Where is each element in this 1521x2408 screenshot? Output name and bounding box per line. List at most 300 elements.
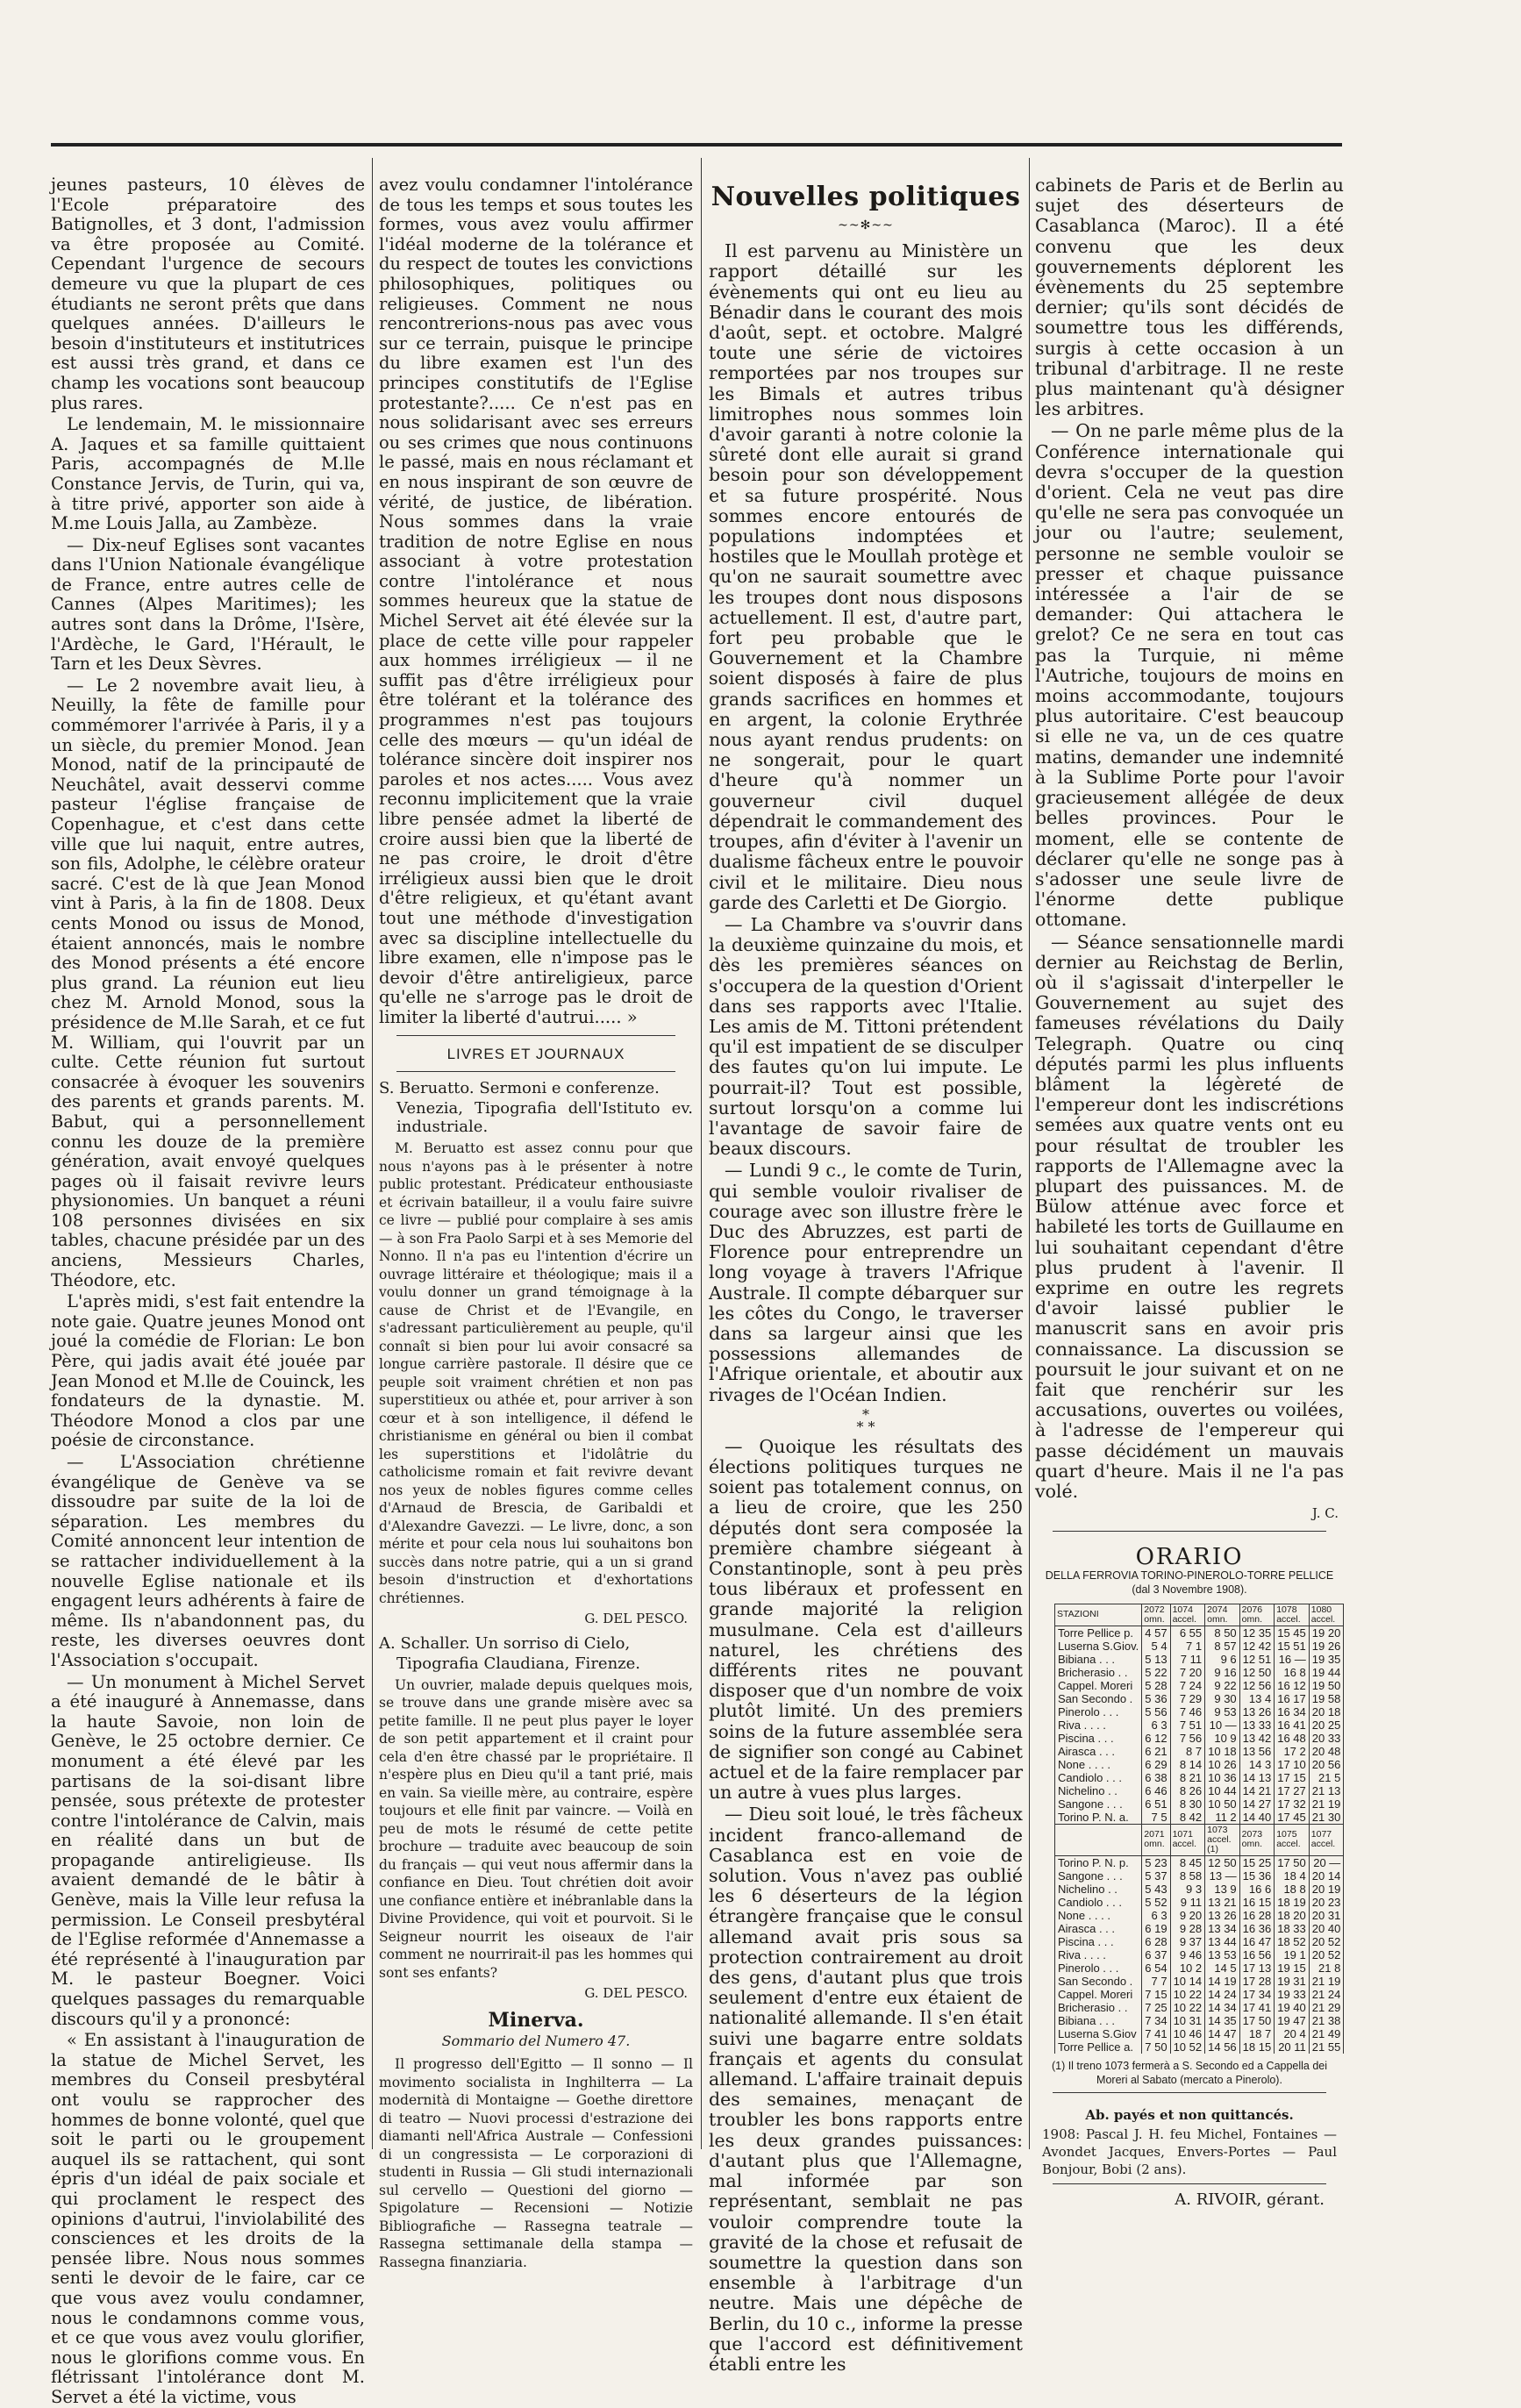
departure-time: 20 40 bbox=[1309, 1922, 1344, 1935]
timetable-row bbox=[1055, 1745, 1344, 1758]
departure-time: 8 26 bbox=[1170, 1784, 1205, 1797]
departure-time: 9 28 bbox=[1170, 1922, 1205, 1935]
departure-time: 10 9 bbox=[1205, 1732, 1240, 1745]
asterism-ornament: * * * bbox=[856, 1405, 875, 1435]
timetable-header bbox=[1055, 1824, 1142, 1855]
article-paragraph: Le lendemain, M. le missionnaire A. Jaques et sa famille quittaient Paris, accompagnés de M.lle Constance Jervis, de Turin, qui va, à titre privé, apporter son aide à M.me Louis Jalla, au Zambèze. bbox=[51, 414, 365, 534]
departure-time: 9 20 bbox=[1170, 1909, 1205, 1922]
departure-time: 12 56 bbox=[1239, 1679, 1275, 1692]
departure-time: 16 56 bbox=[1239, 1948, 1275, 1961]
departure-time: 5 56 bbox=[1142, 1705, 1170, 1718]
departure-time: 7 50 bbox=[1142, 2040, 1170, 2054]
departure-time: 8 45 bbox=[1170, 1855, 1205, 1869]
station-name: Sangone . . . bbox=[1055, 1869, 1142, 1883]
departure-time: 10 52 bbox=[1170, 2040, 1205, 2054]
timetable-row bbox=[1055, 1922, 1344, 1935]
minerva-summary: Il progresso dell'Egitto — Il sonno — Il movimento socialista in Inghilterra — La modernità di Montaigne — Goethe direttore di teatro — Nuovi processi d'estrazione dei diamanti nell'Africa Australe — Confessioni di un congressista — Le corporazioni di studenti in Russia — Gli studi internazionali sul cervello — Questioni del giorno — Spigolature — Recensioni — Notizie Bibliografiche — Rassegna teatrale — Rassegna settimanale della stampa — Rassegna finanziaria. bbox=[379, 2056, 693, 2270]
departure-time: 17 50 bbox=[1275, 1855, 1310, 1869]
departure-time: 14 34 bbox=[1205, 2001, 1240, 2014]
column-2 bbox=[379, 175, 693, 2270]
departure-time: 20 56 bbox=[1309, 1758, 1344, 1771]
departure-time: 20 18 bbox=[1309, 1705, 1344, 1718]
article-paragraph: — La Chambre va s'ouvrir dans la deuxième quinzaine du mois, et dès les premières séances on s'occupera de la question d'Orient dans ses rapports avec l'Italie. Les amis de M. Tittoni prétendent qu'il est impatient de se disculper des fautes qu'on lui impute. Le pourrait-il? Tout est possible, surtout lorsqu'on a comme lui l'avantage de savoir faire de beaux discours. bbox=[709, 913, 1023, 1160]
departure-time: 16 15 bbox=[1239, 1896, 1275, 1909]
departure-time: 17 10 bbox=[1275, 1758, 1310, 1771]
timetable-header: 2074 omn. bbox=[1205, 1604, 1240, 1626]
departure-time: 16 6 bbox=[1239, 1883, 1275, 1896]
departure-time: 10 2 bbox=[1170, 1961, 1205, 1975]
departure-time: 15 45 bbox=[1275, 1626, 1310, 1640]
departure-time: 9 37 bbox=[1170, 1935, 1205, 1948]
departure-time: 19 31 bbox=[1275, 1975, 1310, 1988]
departure-time: 13 21 bbox=[1205, 1896, 1240, 1909]
departure-time: 5 28 bbox=[1142, 1679, 1170, 1692]
departure-time: 10 50 bbox=[1205, 1797, 1240, 1811]
departure-time: 5 4 bbox=[1142, 1640, 1170, 1653]
timetable-subtitle: DELLA FERROVIA TORINO-PINEROLO-TORRE PELLICE bbox=[1045, 1568, 1334, 1582]
departure-time: 16 41 bbox=[1275, 1718, 1310, 1732]
departure-time: 16 8 bbox=[1275, 1666, 1310, 1679]
departure-time: 6 29 bbox=[1142, 1758, 1170, 1771]
station-name: Riva . . . . bbox=[1055, 1948, 1142, 1961]
departure-time: 6 54 bbox=[1142, 1961, 1170, 1975]
departure-time: 15 36 bbox=[1239, 1869, 1275, 1883]
timetable-header: 1080 accel. bbox=[1309, 1604, 1344, 1626]
departure-time: 16 17 bbox=[1275, 1692, 1310, 1705]
timetable-row bbox=[1055, 1988, 1344, 2001]
departure-time: 12 35 bbox=[1239, 1626, 1275, 1640]
departure-time: 9 3 bbox=[1170, 1883, 1205, 1896]
article-paragraph: avez voulu condamner l'intolérance de tous les temps et sous toutes les formes, vous avez voulu affirmer l'idéal moderne de la tolérance et du respect de toutes les convictions philosophiques, politiques ou religieuses. Comment ne nous rencontrerions-nous pas avec vous sur ce terrain, puisque le principe du libre examen est l'un des principes constitutifs de l'Eglise protestante?..... Ce n'est pas en nous solidarisant avec ses erreurs ou ses crimes que nous continuons le passé, mais en nous réclamant et en nous inspirant de son œuvre de vérité, de justice, de libération. Nous sommes dans la vraie tradition de notre Eglise en nous associant à votre protestation contre l'intolérance et nous sommes heureux que la statue de Michel Servet ait été élevée sur la place de cette ville pour rappeler aux hommes irréligieux — il ne suffit pas d'être irréligieux pour être tolérant et la tolérance des programmes n'est pas toujours celle des mœurs — qu'un idéal de tolérance sincère doit inspirer nos paroles et nos actes..... Vous avez reconnu implicitement que la vraie libre pensée admet la liberté de croire aussi bien que la liberté de ne pas croire, le droit d'être irréligieux aussi bien que le droit d'être religieux, et qu'étant avant tout une méthode d'investigation avec sa discipline intellectuelle du libre examen, elle n'impose pas le devoir d'être antireligieux, parce qu'elle ne s'arroge pas le droit de limiter la liberté d'autrui..... » bbox=[379, 175, 693, 1027]
departure-time: 19 20 bbox=[1309, 1626, 1344, 1640]
departure-time: 9 22 bbox=[1205, 1679, 1240, 1692]
book-publisher: Tipografia Claudiana, Firenze. bbox=[396, 1654, 641, 1673]
departure-time: 15 51 bbox=[1275, 1640, 1310, 1653]
station-name: Torre Pellice a. bbox=[1055, 2040, 1142, 2054]
payments-list: 1908: Pascal J. H. feu Michel, Fontaines — Avondet Jacques, Envers-Portes — Paul Bonjour, Bobi (2 ans). bbox=[1042, 2126, 1337, 2177]
section-rule bbox=[396, 1035, 675, 1036]
station-name: Bricherasio . . bbox=[1055, 2001, 1142, 2014]
departure-time: 16 34 bbox=[1275, 1705, 1310, 1718]
column-divider bbox=[372, 158, 373, 2149]
departure-time: 10 18 bbox=[1205, 1745, 1240, 1758]
departure-time: 7 41 bbox=[1142, 2027, 1170, 2040]
departure-time: 9 30 bbox=[1205, 1692, 1240, 1705]
departure-time: 14 21 bbox=[1239, 1784, 1275, 1797]
departure-time: 10 46 bbox=[1170, 2027, 1205, 2040]
departure-time: 17 41 bbox=[1239, 2001, 1275, 2014]
station-name: Torino P. N. p. bbox=[1055, 1855, 1142, 1869]
station-name: Bibiana . . . bbox=[1055, 1653, 1142, 1666]
departure-time: 7 25 bbox=[1142, 2001, 1170, 2014]
departure-time: 14 47 bbox=[1205, 2027, 1240, 2040]
departure-time: 18 8 bbox=[1275, 1883, 1310, 1896]
departure-time: 19 26 bbox=[1309, 1640, 1344, 1653]
departure-time: 19 35 bbox=[1309, 1653, 1344, 1666]
article-paragraph: L'après midi, s'est fait entendre la note gaie. Quatre jeunes Monod ont joué la comédie de Florian: Le bon Père, qui jadis avait été jouée par Jean Monod et M.lle de Couinck, les fondateurs de la dynastie. M. Théodore Monod a clos par une poésie de circonstance. bbox=[51, 1291, 365, 1451]
departure-time: 21 30 bbox=[1309, 1811, 1344, 1825]
section-rule bbox=[1053, 2183, 1326, 2184]
departure-time: 9 6 bbox=[1205, 1653, 1240, 1666]
timetable-row bbox=[1055, 1948, 1344, 1961]
article-paragraph: Il est parvenu au Ministère un rapport détaillé sur les évènements qui ont eu lieu au Bénadir dans le courant des mois d'août, sept. et octobre. Malgré toute une série de victoires remportées par nos troupes sur les Bimals et autres tribus limitrophes nous sommes loin d'avoir garanti à notre colonie la sûreté dont elle aurait si grand besoin pour son développement et sa future prospérité. Nous sommes encore entourés de populations indomptées et hostiles que le Moullah protège et qu'on ne saurait soumettre avec les troupes dont nous disposons actuellement. Il est, d'autre part, fort peu probable que le Gouvernement et la Chambre soient disposés à faire de plus grands sacrifices en hommes et en argent, la colonie Erythrée nous ayant rendus prudents: on ne songerait, pour le quart d'heure qu'à nommer un gouverneur civil duquel dépendrait le commandement des troupes, afin d'éviter à l'avenir un dualisme fâcheux entre le pouvoir civil et le militaire. Dieu nous garde des Carletti et De Giorgio. bbox=[709, 240, 1023, 913]
station-name: Cappel. Moreri bbox=[1055, 1988, 1142, 2001]
departure-time: 10 22 bbox=[1170, 1988, 1205, 2001]
timetable-note: (1) Il treno 1073 fermerà a S. Secondo ed a Cappella dei Moreri al Sabato (mercato a Pinerolo). bbox=[1051, 2059, 1328, 2086]
timetable-row bbox=[1055, 1771, 1344, 1784]
departure-time: 16 47 bbox=[1239, 1935, 1275, 1948]
departure-time: 18 4 bbox=[1275, 1869, 1310, 1883]
timetable-row bbox=[1055, 1758, 1344, 1771]
book-review: Un ouvrier, malade depuis quelques mois, se trouve dans une grande misère avec sa petite famille. Il ne peut plus payer le loyer de son petit appartement et il craint pour cela d'en être chassé par le propriétaire. Il n'espère plus en Dieu qu'il a tant prié, mais en vain. Sa vieille mère, au contraire, espère toujours et elle finit par vaincre. — Voilà en peu de mots le résumé de cette petite brochure — traduite avec beaucoup de soin du français — qui veut nous affermir dans la confiance en Dieu. Tout chrétien doit avoir une confiance entière et inébranlable dans la Divine Providence, qui voit et pourvoit. Si le Seigneur nourrit les oiseaux de l'air comment ne nourrirait-il pas les hommes qui sont ses enfants? bbox=[379, 1676, 693, 1981]
timetable-header: 1078 accel. bbox=[1275, 1604, 1310, 1626]
station-name: Piscina . . . bbox=[1055, 1732, 1142, 1745]
departure-time: 10 22 bbox=[1170, 2001, 1205, 2014]
station-name: Candiolo . . . bbox=[1055, 1896, 1142, 1909]
timetable-header: 1075 accel. bbox=[1275, 1824, 1310, 1855]
article-paragraph: jeunes pasteurs, 10 élèves de l'Ecole préparatoire des Batignolles, et 3 dont, l'admission va être proposée au Comité. Cependant l'urgence de secours demeure vu que la plupart de ces étudiants ne seront prêts que dans quelques années. D'ailleurs le besoin d'instituteurs et institutrices est aussi très grand, et dans ce champ les vocations sont beaucoup plus rares. bbox=[51, 175, 365, 413]
departure-time: 17 2 bbox=[1275, 1745, 1310, 1758]
book-title: S. Beruatto. Sermoni e conferenze. bbox=[379, 1079, 660, 1098]
article-paragraph: — Dieu soit loué, le très fâcheux incident franco-allemand de Casablanca est en voie de solution. Vous n'avez pas oublié les 6 déserteurs de la légion étrangère française que le consul allemand avait pris sous sa protection contrairement au droit des gens, d'autant plus que trois seulement d'entre eux étaient de nationalité allemande. Il s'en était suivi une bagarre entre soldats français et agents du consulat allemand. L'affaire trainait depuis des semaines, menaçant de troubler les bons rapports entre les deux grandes puissances: d'autant plus que l'Allemagne, mal informée par son représentant, semblait ne pas vouloir comprendre toute la gravité de la chose et refusait de soumettre la question dans son ensemble à l'arbitrage d'un neutre. Mais une dépêche de Berlin, du 10 c., informe la presse que l'accord est définitivement établi entre les bbox=[709, 1804, 1023, 2375]
timetable-row bbox=[1055, 1718, 1344, 1732]
departure-time: 13 26 bbox=[1205, 1909, 1240, 1922]
timetable-row bbox=[1055, 2040, 1344, 2054]
timetable-row bbox=[1055, 1975, 1344, 1988]
departure-time: 20 33 bbox=[1309, 1732, 1344, 1745]
minerva-subheading: Sommario del Numero 47. bbox=[441, 2033, 631, 2050]
departure-time: 19 47 bbox=[1275, 2014, 1310, 2027]
station-name: Pinerolo . . . bbox=[1055, 1705, 1142, 1718]
departure-time: 7 11 bbox=[1170, 1653, 1205, 1666]
station-name: Riva . . . . bbox=[1055, 1718, 1142, 1732]
departure-time: 17 15 bbox=[1275, 1771, 1310, 1784]
timetable-header: 1071 accel. bbox=[1170, 1824, 1205, 1855]
departure-time: 14 56 bbox=[1205, 2040, 1240, 2054]
departure-time: 19 15 bbox=[1275, 1961, 1310, 1975]
timetable-row bbox=[1055, 1784, 1344, 1797]
article-paragraph: — Le 2 novembre avait lieu, à Neuilly, la fête de famille pour commémorer l'arrivée à Paris, il y a un siècle, du premier Monod. Jean Monod, natif de la principauté de Neuchâtel, avait desservi comme pasteur l'église française de Copenhague, et c'est dans cette ville que lui naquit, entre autres, son fils, Adolphe, le célèbre orateur sacré. C'est de là que Jean Monod vint à Paris, à la fin de 1808. Deux cents Monod ou issus de Monod, étaient annoncés, mais le nombre des Monod présents a été encore plus grand. La réunion eut lieu chez M. Arnold Monod, sous la présidence de M.lle Sarah, et ce fut M. William, qui l'ouvrit par un culte. Cette réunion fut surtout consacrée à évoquer les souvenirs des parents et grands parents. M. Babut, qui a personnellement connu les douze de la première génération, avait envoyé quelques pages où il faisait revivre leurs physionomies. Un banquet a réuni 108 personnes divisées en six tables, chacune présidée par un des anciens, Messieurs Charles, Théodore, etc. bbox=[51, 675, 365, 1290]
top-rule bbox=[51, 143, 1342, 146]
departure-time: 6 37 bbox=[1142, 1948, 1170, 1961]
review-signature: G. DEL PESCO. bbox=[584, 1611, 688, 1627]
departure-time: 18 15 bbox=[1239, 2040, 1275, 2054]
departure-time: 20 23 bbox=[1309, 1896, 1344, 1909]
article-paragraph: cabinets de Paris et de Berlin au sujet des déserteurs de Casablanca (Maroc). Il a été convenu que les deux gouvernements déplorent les évènements du 25 septembre dernier; qu'ils sont décidés de soumettre tous les différends, surgis à cette occasion à un tribunal d'arbitrage. Il ne reste plus maintenant qu'à désigner les arbitres. bbox=[1035, 175, 1344, 420]
departure-time: 13 33 bbox=[1239, 1718, 1275, 1732]
departure-time: 20 48 bbox=[1309, 1745, 1344, 1758]
departure-time: 14 5 bbox=[1205, 1961, 1240, 1975]
departure-time: 9 11 bbox=[1170, 1896, 1205, 1909]
departure-time: 21 13 bbox=[1309, 1784, 1344, 1797]
departure-time: 7 51 bbox=[1170, 1718, 1205, 1732]
departure-time: 17 50 bbox=[1239, 2014, 1275, 2027]
departure-time: 16 — bbox=[1275, 1653, 1310, 1666]
departure-time: 21 55 bbox=[1309, 2040, 1344, 2054]
departure-time: 6 28 bbox=[1142, 1935, 1170, 1948]
departure-time: 13 42 bbox=[1239, 1732, 1275, 1745]
departure-time: 7 56 bbox=[1170, 1732, 1205, 1745]
article-paragraph: — L'Association chrétienne évangélique de Genève va se dissoudre par suite de la loi de séparation. Les membres du Comité annoncent leur intention de se rattacher individuellement à la nouvelle Eglise nationale et ils engagent leurs adhérents à faire de même. Ils n'abandonnent pas, du reste, les diverses oeuvres dont l'Association s'occupait. bbox=[51, 1452, 365, 1670]
departure-time: 13 44 bbox=[1205, 1935, 1240, 1948]
departure-time: 20 25 bbox=[1309, 1718, 1344, 1732]
timetable-header: 1074 accel. bbox=[1170, 1604, 1205, 1626]
timetable-header: 2073 omn. bbox=[1239, 1824, 1275, 1855]
column-1 bbox=[51, 175, 365, 2407]
timetable-row bbox=[1055, 1883, 1344, 1896]
book-publisher: Venezia, Tipografia dell'Istituto ev. industriale. bbox=[396, 1099, 693, 1137]
departure-time: 18 20 bbox=[1275, 1909, 1310, 1922]
departure-time: 19 50 bbox=[1309, 1679, 1344, 1692]
departure-time: 7 29 bbox=[1170, 1692, 1205, 1705]
departure-time: 8 57 bbox=[1205, 1640, 1240, 1653]
timetable-row bbox=[1055, 1961, 1344, 1975]
timetable-row bbox=[1055, 1626, 1344, 1640]
station-name: None . . . . bbox=[1055, 1758, 1142, 1771]
departure-time: 6 3 bbox=[1142, 1909, 1170, 1922]
article-paragraph: — On ne parle même plus de la Conférence internationale qui devra s'occuper de la question d'orient. Cela ne veut pas dire qu'elle ne sera pas convoquée un jour ou l'autre; seulement, personne ne semble vouloir se presser et chaque puissance intéressée a l'air de se demander: Qui attachera le grelot? Ce ne sera en tout cas pas la Turquie, ni même l'Autriche, toujours de moins en moins accommodante, toujours plus autoritaire. C'est beaucoup si elle ne va, un de ces quatre matins, demander une indemnité à la Sublime Porte pour l'avoir gracieusement allégée de deux belles provinces. Pour le moment, elle se contente de déclarer qu'elle ne songe pas à s'adosser une seule livre de l'énorme dette publique ottomane. bbox=[1035, 420, 1344, 931]
departure-time: 8 14 bbox=[1170, 1758, 1205, 1771]
departure-time: 17 13 bbox=[1239, 1961, 1275, 1975]
station-name: Bricherasio . . bbox=[1055, 1666, 1142, 1679]
station-name: Nichelino . . bbox=[1055, 1883, 1142, 1896]
departure-time: 7 1 bbox=[1170, 1640, 1205, 1653]
departure-time: 21 29 bbox=[1309, 2001, 1344, 2014]
departure-time: 16 36 bbox=[1239, 1922, 1275, 1935]
departure-time: 14 24 bbox=[1205, 1988, 1240, 2001]
book-review: M. Beruatto est assez connu pour que nous n'ayons pas à le présenter à notre public protestant. Prédicateur enthousiaste et écrivain batailleur, il a voulu faire suivre ce livre — publié pour complaire à ses amis — à son Fra Paolo Sarpi et à ses Memorie del Nonno. Il n'a pas eu l'intention d'écrire un ouvrage littéraire et théologique; mais il a voulu donner un grand témoignage à la cause de Christ et de l'Evangile, en s'adressant particulièrement au peuple, qu'il connaît si bien pour lui avoir consacré sa longue carrière pastorale. Il désire que ce peuple soit vraiment chrétien et non pas superstitieux ou athée et, pour arriver à son cœur et à son intelligence, il défend le christianisme en général ou bien il combat les superstitions et l'idolâtrie du catholicisme romain et fait revivre devant nos yeux de nobles figures comme celles d'Arnaud de Brescia, de Garibaldi et d'Alexandre Gavezzi. — Le livre, donc, a son mérite et pour cela nous lui souhaitons bon succès dans notre patrie, qui a un si grand besoin d'instruction et d'exhortations chrétiennes. bbox=[379, 1140, 693, 1606]
station-name: Pinerolo . . . bbox=[1055, 1961, 1142, 1975]
departure-time: 20 4 bbox=[1275, 2027, 1310, 2040]
departure-time: 8 42 bbox=[1170, 1811, 1205, 1825]
station-name: Airasca . . . bbox=[1055, 1922, 1142, 1935]
timetable-header: 1073 accel. (1) bbox=[1205, 1824, 1240, 1855]
minerva-heading: Minerva. bbox=[488, 2008, 584, 2032]
departure-time: 8 7 bbox=[1170, 1745, 1205, 1758]
article-paragraph: — Séance sensationnelle mardi dernier au Reichstag de Berlin, où il s'agissait d'interpeller le Gouvernement au sujet des fameuses révélations du Daily Telegraph. Quatre ou cinq députés parmi les plus influents blâment la légèreté de l'empereur dont les indiscrétions semées aux quatre vents ont eu pour résultat de troubler les rapports de l'Allemagne avec la plupart des puissances. M. de Bülow atténue avec force et habileté les torts de Guillaume en lui souhaitant cependant d'être plus prudent à l'avenir. Il exprime en outre les regrets d'avoir laissé publier le manuscrit sans en avoir pris connaissance. La discussion se poursuit le jour suivant et on ne fait que renchérir sur les accusations, ouvertes ou voilées, à l'adresse de l'empereur qui passe décidément un mauvais quart d'heure. Mais il ne l'a pas volé. bbox=[1035, 931, 1344, 1502]
departure-time: 6 19 bbox=[1142, 1922, 1170, 1935]
departure-time: 14 3 bbox=[1239, 1758, 1275, 1771]
departure-time: 16 12 bbox=[1275, 1679, 1310, 1692]
departure-time: 18 52 bbox=[1275, 1935, 1310, 1948]
book-title: A. Schaller. Un sorriso di Cielo, bbox=[379, 1633, 631, 1653]
station-name: Airasca . . . bbox=[1055, 1745, 1142, 1758]
departure-time: 14 40 bbox=[1239, 1811, 1275, 1825]
timetable-row bbox=[1055, 1692, 1344, 1705]
timetable-title: ORARIO bbox=[1135, 1544, 1244, 1571]
station-name: Luserna S.Giov. bbox=[1055, 1640, 1142, 1653]
article-paragraph: — Lundi 9 c., le comte de Turin, qui semble vouloir rivaliser de courage avec son illustre frère le Duc des Abruzzes, est parti de Florence pour entreprendre un long voyage à travers l'Afrique Australe. Il compte débarquer sur les côtes du Congo, le traverser dans sa largeur ainsi que les possessions allemandes de l'Afrique orientale, et aboutir aux rivages de l'Océan Indien. bbox=[709, 1160, 1023, 1405]
departure-time: 18 7 bbox=[1239, 2027, 1275, 2040]
review-signature: G. DEL PESCO. bbox=[584, 1985, 688, 2002]
departure-time: 6 55 bbox=[1170, 1626, 1205, 1640]
departure-time: 8 58 bbox=[1170, 1869, 1205, 1883]
departure-time: 6 46 bbox=[1142, 1784, 1170, 1797]
departure-time: 21 19 bbox=[1309, 1975, 1344, 1988]
departure-time: 19 58 bbox=[1309, 1692, 1344, 1705]
departure-time: 8 21 bbox=[1170, 1771, 1205, 1784]
departure-time: 13 9 bbox=[1205, 1883, 1240, 1896]
departure-time: 21 38 bbox=[1309, 2014, 1344, 2027]
column-3 bbox=[709, 175, 1023, 2375]
timetable-row bbox=[1055, 1653, 1344, 1666]
section-title-nouvelles: Nouvelles politiques bbox=[711, 182, 1021, 212]
departure-time: 19 33 bbox=[1275, 1988, 1310, 2001]
departure-time: 16 28 bbox=[1239, 1909, 1275, 1922]
departure-time: 19 1 bbox=[1275, 1948, 1310, 1961]
departure-time: 9 46 bbox=[1170, 1948, 1205, 1961]
timetable-header: 2072 omn. bbox=[1142, 1604, 1170, 1626]
timetable-row bbox=[1055, 1909, 1344, 1922]
timetable-header: 2076 omn. bbox=[1239, 1604, 1275, 1626]
section-rule bbox=[1053, 1531, 1326, 1532]
station-name: San Secondo . bbox=[1055, 1692, 1142, 1705]
departure-time: 21 5 bbox=[1309, 1771, 1344, 1784]
departure-time: 5 22 bbox=[1142, 1666, 1170, 1679]
departure-time: 7 7 bbox=[1142, 1975, 1170, 1988]
departure-time: 5 37 bbox=[1142, 1869, 1170, 1883]
departure-time: 5 43 bbox=[1142, 1883, 1170, 1896]
departure-time: 6 51 bbox=[1142, 1797, 1170, 1811]
departure-time: 20 11 bbox=[1275, 2040, 1310, 2054]
station-name: Cappel. Moreri bbox=[1055, 1679, 1142, 1692]
departure-time: 13 — bbox=[1205, 1869, 1240, 1883]
departure-time: 20 31 bbox=[1309, 1909, 1344, 1922]
station-name: Torino P. N. a. bbox=[1055, 1811, 1142, 1825]
departure-time: 10 36 bbox=[1205, 1771, 1240, 1784]
departure-time: 9 53 bbox=[1205, 1705, 1240, 1718]
departure-time: 20 19 bbox=[1309, 1883, 1344, 1896]
departure-time: 19 44 bbox=[1309, 1666, 1344, 1679]
departure-time: 12 42 bbox=[1239, 1640, 1275, 1653]
station-name: Torre Pellice p. bbox=[1055, 1626, 1142, 1640]
departure-time: 21 49 bbox=[1309, 2027, 1344, 2040]
departure-time: 8 50 bbox=[1205, 1626, 1240, 1640]
departure-time: 13 26 bbox=[1239, 1705, 1275, 1718]
departure-time: 10 — bbox=[1205, 1718, 1240, 1732]
column-4 bbox=[1035, 175, 1344, 2209]
departure-time: 17 28 bbox=[1239, 1975, 1275, 1988]
departure-time: 6 12 bbox=[1142, 1732, 1170, 1745]
departure-time: 4 57 bbox=[1142, 1626, 1170, 1640]
timetable-row bbox=[1055, 2027, 1344, 2040]
departure-time: 13 4 bbox=[1239, 1692, 1275, 1705]
station-name: Nichelino . . bbox=[1055, 1784, 1142, 1797]
timetable-header: 1077 accel. bbox=[1309, 1824, 1344, 1855]
departure-time: 13 34 bbox=[1205, 1922, 1240, 1935]
timetable-row bbox=[1055, 2001, 1344, 2014]
station-name: Piscina . . . bbox=[1055, 1935, 1142, 1948]
timetable-row bbox=[1055, 1869, 1344, 1883]
timetable-header: STAZIONI bbox=[1055, 1604, 1142, 1626]
station-name: Candiolo . . . bbox=[1055, 1771, 1142, 1784]
timetable-row bbox=[1055, 1935, 1344, 1948]
departure-time: 12 51 bbox=[1239, 1653, 1275, 1666]
departure-time: 7 20 bbox=[1170, 1666, 1205, 1679]
departure-time: 21 19 bbox=[1309, 1797, 1344, 1811]
departure-time: 16 48 bbox=[1275, 1732, 1310, 1745]
timetable-row bbox=[1055, 1705, 1344, 1718]
departure-time: 14 35 bbox=[1205, 2014, 1240, 2027]
section-heading-livres: LIVRES ET JOURNAUX bbox=[446, 1045, 625, 1062]
departure-time: 20 — bbox=[1309, 1855, 1344, 1869]
departure-time: 6 3 bbox=[1142, 1718, 1170, 1732]
departure-time: 7 24 bbox=[1170, 1679, 1205, 1692]
departure-time: 5 52 bbox=[1142, 1896, 1170, 1909]
timetable-date: (dal 3 Novembre 1908). bbox=[1132, 1583, 1247, 1596]
article-paragraph: — Un monument à Michel Servet a été inauguré à Annemasse, dans la haute Savoie, non loin de Genève, le 25 octobre dernier. Ce monument a été élevé par les partisans de la soi-disant libre pensée, sous prétexte de protester contre l'intolérance de Calvin, mais en réalité dans un but de propagande antireligieuse. Ils avaient demandé de le bâtir à Genève, mais la Ville leur refusa la permission. Le Conseil presbytéral de l'Eglise reformée d'Annemasse a été représenté à l'inauguration par M. le pasteur Boegner. Voici quelques passages du remarquable discours qu'il y a prononcé: bbox=[51, 1671, 365, 2029]
article-signature: J. C. bbox=[1311, 1505, 1339, 1522]
departure-time: 17 27 bbox=[1275, 1784, 1310, 1797]
article-paragraph: « En assistant à l'inauguration de la statue de Michel Servet, les membres du Conseil presbytéral ont voulu se rapprocher des hommes de bonne volonté, quel que soit le parti ou le groupement auquel ils se rattachent, qui sont épris d'un idéal de paix sociale et qui proclament le respect des opinions d'autrui, l'inviolabilité des consciences et les droits de la pensée libre. Nous nous sommes senti le devoir de le faire, car ce que vous avez voulu condamner, nous le condamnons comme vous, et ce que vous avez voulu glorifier, nous le glorifions comme vous. En flétrissant l'intolérance dont M. Servet a été la victime, vous bbox=[51, 2030, 365, 2407]
timetable-row bbox=[1055, 1896, 1344, 1909]
departure-time: 13 56 bbox=[1239, 1745, 1275, 1758]
departure-time: 21 8 bbox=[1309, 1961, 1344, 1975]
departure-time: 10 44 bbox=[1205, 1784, 1240, 1797]
departure-time: 17 32 bbox=[1275, 1797, 1310, 1811]
departure-time: 10 14 bbox=[1170, 1975, 1205, 1988]
departure-time: 12 50 bbox=[1239, 1666, 1275, 1679]
ornament: ~~✻~~ bbox=[838, 218, 894, 232]
departure-time: 17 34 bbox=[1239, 1988, 1275, 2001]
departure-time: 20 14 bbox=[1309, 1869, 1344, 1883]
departure-time: 17 45 bbox=[1275, 1811, 1310, 1825]
timetable-row bbox=[1055, 1732, 1344, 1745]
timetable-row bbox=[1055, 1855, 1344, 1869]
article-paragraph: — Quoique les résultats des élections politiques turques ne soient pas totalement connus, on a lieu de croire, que les 250 députés dont sera composée la première chambre siégeant à Constantinople, sont à peu près tous libéraux et professent en grande majorité la religion musulmane. Cela est d'ailleurs naturel, les chrétiens des différents rites ne pouvant disposer que d'un nombre de voix plutôt limité. Un des premiers soins de la future assemblée sera de signifier son congé au Cabinet actuel et de la faire remplacer par un autre à vues plus larges. bbox=[709, 1435, 1023, 1804]
departure-time: 10 26 bbox=[1205, 1758, 1240, 1771]
departure-time: 14 19 bbox=[1205, 1975, 1240, 1988]
departure-time: 7 15 bbox=[1142, 1988, 1170, 2001]
payments-heading: Ab. payés et non quittancés. bbox=[1085, 2106, 1294, 2123]
departure-time: 21 24 bbox=[1309, 1988, 1344, 2001]
departure-time: 14 27 bbox=[1239, 1797, 1275, 1811]
station-name: Sangone . . . bbox=[1055, 1797, 1142, 1811]
station-name: None . . . . bbox=[1055, 1909, 1142, 1922]
departure-time: 15 25 bbox=[1239, 1855, 1275, 1869]
station-name: Luserna S.Giov bbox=[1055, 2027, 1142, 2040]
departure-time: 7 46 bbox=[1170, 1705, 1205, 1718]
departure-time: 10 31 bbox=[1170, 2014, 1205, 2027]
column-divider bbox=[701, 158, 702, 2149]
section-rule bbox=[396, 1071, 675, 1072]
gerant-signature: A. RIVOIR, gérant. bbox=[1175, 2190, 1325, 2209]
timetable-row bbox=[1055, 1666, 1344, 1679]
departure-time: 6 38 bbox=[1142, 1771, 1170, 1784]
departure-time: 12 50 bbox=[1205, 1855, 1240, 1869]
departure-time: 18 33 bbox=[1275, 1922, 1310, 1935]
departure-time: 7 34 bbox=[1142, 2014, 1170, 2027]
station-name: Bibiana . . . bbox=[1055, 2014, 1142, 2027]
departure-time: 19 40 bbox=[1275, 2001, 1310, 2014]
timetable-row bbox=[1055, 1640, 1344, 1653]
timetable-row bbox=[1055, 1679, 1344, 1692]
departure-time: 7 5 bbox=[1142, 1811, 1170, 1825]
section-rule bbox=[1053, 2092, 1326, 2093]
departure-time: 20 52 bbox=[1309, 1948, 1344, 1961]
departure-time: 11 2 bbox=[1205, 1811, 1240, 1825]
timetable-header: 2071 omn. bbox=[1142, 1824, 1170, 1855]
departure-time: 9 16 bbox=[1205, 1666, 1240, 1679]
timetable bbox=[1054, 1604, 1344, 2054]
article-paragraph: — Dix-neuf Eglises sont vacantes dans l'Union Nationale évangélique de France, entre autres celle de Cannes (Alpes Maritimes); les autres sont dans la Drôme, l'Isère, l'Ardèche, le Gard, l'Hérault, le Tarn et les Deux Sèvres. bbox=[51, 534, 365, 675]
departure-time: 18 19 bbox=[1275, 1896, 1310, 1909]
timetable-row bbox=[1055, 1811, 1344, 1825]
departure-time: 6 21 bbox=[1142, 1745, 1170, 1758]
departure-time: 13 53 bbox=[1205, 1948, 1240, 1961]
departure-time: 8 30 bbox=[1170, 1797, 1205, 1811]
departure-time: 5 13 bbox=[1142, 1653, 1170, 1666]
